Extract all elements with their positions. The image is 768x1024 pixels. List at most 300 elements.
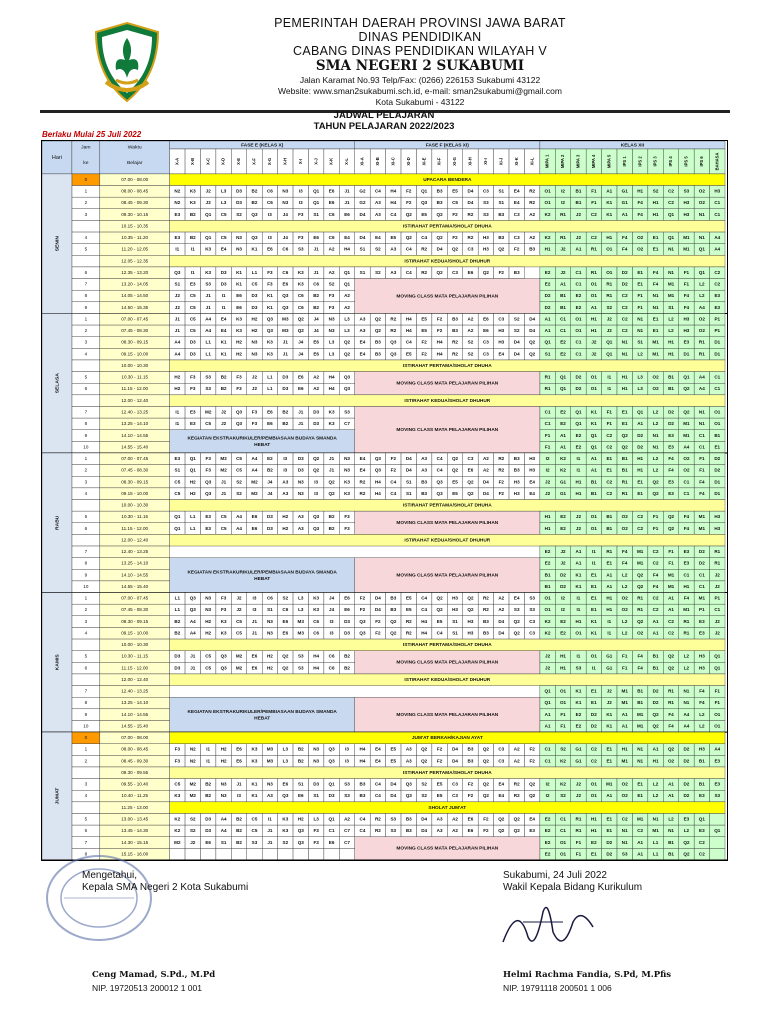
vice-principal-nip: NIP. 19791118 200501 1 006 [503,983,612,993]
xi-cell-text: F2 [436,758,443,764]
xii-cell-text: G1 [575,746,582,752]
xii-cell-text: H3 [683,316,690,322]
xii-cell-text: C1 [544,758,551,764]
xi-cell-text: Q2 [513,828,520,834]
xii-cell-text: F4 [668,723,674,729]
xi-cell-text: Q2 [482,781,489,787]
x-cell-text: N3 [313,758,320,764]
xii-cell-text: E3 [699,828,705,834]
xii-cell-text: J2 [560,246,566,252]
xi-cell-text: Q2 [529,781,536,787]
xii-cell-text: K1 [590,409,597,415]
x-cell-text: D3 [282,374,289,380]
x-cell-text: M2 [235,665,243,671]
x-cell-text: K3 [328,409,335,415]
xii-cell-text: K1 [575,583,582,589]
xii-cell-text: F1 [683,281,690,287]
xi-cell-text: C3 [482,339,489,345]
xi-cell-text: E6 [483,328,489,334]
x-cell-text: Q3 [189,595,196,601]
xi-cell-text: S3 [529,607,535,613]
xii-cell-text: O2 [621,595,628,601]
xii-cell-text: L2 [699,293,705,299]
xi-cell-text: S3 [483,200,489,206]
x-cell-text: D3 [236,188,242,194]
xii-cell-text: G1 [559,490,567,496]
x-cell-text: K3 [189,200,196,206]
xii-cell-text: B1 [621,467,628,473]
xi-cell-text: Q3 [390,351,397,357]
xii-cell-text: E3 [714,781,721,787]
xii-cell-text: L2 [652,456,659,462]
xii-cell-text: J2 [714,630,720,636]
x-cell-text: Q3 [174,269,181,275]
x-cell [216,848,231,860]
xii-cell-text: E1 [591,688,597,694]
time-label: 09.15 - 10.00 [121,630,149,636]
xii-cell-text: I1 [576,607,581,613]
xii-cell-text: L2 [699,281,705,287]
xii-cell-text: K2 [560,456,566,462]
jam-label: 0 [84,735,88,741]
xi-cell-text: S1 [405,490,412,496]
xii-cell-text: E2 [575,304,582,310]
xii-cell-text: F4 [622,235,628,241]
xi-cell-text: A2 [467,328,474,334]
xi-cell-text: R2 [405,630,412,636]
xii-cell-text: F1 [591,188,597,194]
xii-cell-text: F4 [668,467,674,473]
x-cell-text: N3 [297,490,304,496]
xi-cell-text: D4 [436,246,443,252]
x-cell [170,848,185,860]
x-cell-text: S3 [344,793,350,799]
x-cell-text: B2 [282,409,289,415]
jam-label: 9 [84,711,88,717]
xii-cell-text: M1 [621,688,628,694]
xii-cell-text: O1 [590,281,597,287]
jam-label: 3 [84,479,88,485]
xii-cell-text: L2 [668,816,674,822]
jam-label: 4 [84,235,88,241]
x-cell-text: E6 [313,235,319,241]
xii-cell-text: A4 [714,246,721,252]
xi-cell-text: D4 [467,188,474,194]
xi-cell-text: D4 [529,316,536,322]
x-cell [339,848,354,860]
xi-cell-text: E4 [529,490,535,496]
xii-cell-text: E2 [560,630,566,636]
x-cell-text: Q3 [205,479,212,485]
x-cell-text: K1 [266,293,273,299]
xii-cell-text: B1 [652,653,659,659]
xii-cell-text: Q1 [714,653,721,659]
xi-cell-text: C4 [390,479,397,485]
address-line: Jalan Karamat No.93 Telp/Fax: (0266) 226153 Sukabumi 43122 [299,75,541,85]
x-cell-text: S2 [189,816,196,822]
time-label: 07.00 - 07.45 [121,595,149,601]
xi-cell-text: E4 [375,758,381,764]
xi-cell-text: Q2 [498,816,505,822]
x-cell-text: J4 [298,351,304,357]
time-label: 13.25 - 14.10 [121,560,149,566]
time-label: 07.00 - 08.00 [121,735,149,741]
xii-cell [710,813,725,825]
jam-cell [72,500,100,512]
header-class-label: XI-C [390,157,396,166]
xi-cell-text: D4 [482,490,489,496]
header-class-label: X-B [189,157,195,166]
xii-cell-text: D2 [652,700,659,706]
jam-label: 3 [84,339,88,345]
xii-cell-text: E1 [591,700,597,706]
xii-cell-text: B1 [590,479,597,485]
x-cell-text: J1 [221,479,227,485]
xii-cell-text: J2 [714,618,720,624]
xii-cell-text: C1 [714,386,721,392]
xii-cell-text: O1 [544,200,551,206]
xi-cell-text: R2 [421,246,428,252]
xii-cell-text: E1 [591,595,597,601]
time-label: 11.15 - 12.00 [121,525,149,531]
x-cell-text: M2 [235,653,243,659]
xi-cell-text: Q2 [390,630,397,636]
x-cell-text: Q3 [189,607,196,613]
xii-cell-text: H1 [637,456,644,462]
xii-cell-text: F1 [637,304,643,310]
x-cell-text: E4 [220,316,227,322]
xi-cell-text: R2 [374,828,381,834]
xi-cell-text: R2 [513,781,520,787]
x-cell-text: Q3 [235,421,243,427]
x-cell-text: E4 [220,328,227,334]
xi-cell-text: A2 [498,607,505,613]
banner-label: JUM'AT BERKAH/KAJIAN AYAT [411,736,483,742]
xii-cell-text: O2 [698,200,705,206]
x-cell-text: J2 [174,293,180,299]
xii-cell-text: Q2 [667,746,675,752]
xi-cell-text: C4 [359,828,366,834]
x-cell-text: D3 [251,293,258,299]
xi-cell-text: A2 [513,758,520,764]
xi-cell-text: E6 [467,816,474,822]
x-cell-text: B2 [344,665,350,671]
xi-cell-text: Q3 [390,339,397,345]
xii-cell-text: O1 [559,839,567,845]
xii-cell-text: A1 [575,560,582,566]
xi-cell-text: C4 [421,607,428,613]
x-cell-text: A2 [313,386,320,392]
x-cell-text: S3 [251,839,258,845]
moving-class-label: MOVING CLASS MATA PELAJARAN PILIHAN [396,381,499,387]
xi-cell-text: D4 [467,200,474,206]
xi-cell-text: F2 [529,758,535,764]
xi-cell-text: F2 [467,781,474,787]
x-cell-text: Q2 [313,456,320,462]
xi-cell-text: Q2 [482,269,489,275]
xi-cell-text: D4 [374,607,381,613]
xi-cell-text: B3 [513,467,520,473]
xi-cell-text: B3 [374,351,381,357]
x-cell-text: B2 [328,525,335,531]
x-cell-text: S3 [205,281,211,287]
time-label: 14.55 - 15.40 [121,583,149,589]
xii-cell-text: J2 [606,328,612,334]
xii-cell-text: Q1 [590,444,597,450]
xii-cell-text: C1 [560,828,566,834]
x-cell-text: J4 [267,479,273,485]
x-cell-text: S2 [282,595,289,601]
x-cell-text: C6 [297,293,304,299]
x-cell-text: K3 [236,316,242,322]
xii-cell-text: E2 [544,828,551,834]
xii-cell-text: H3 [683,328,690,334]
xii-cell-text: M1 [698,525,706,531]
x-cell-text: C6 [282,246,289,252]
xi-cell-text: F2 [452,211,458,217]
xii-cell-text: O2 [652,386,659,392]
xi-cell-text: H4 [390,188,397,194]
xi-cell-text: S2 [513,328,520,334]
xii-cell-text: C1 [698,432,705,438]
jam-label: 8 [84,421,88,427]
xii-cell-text: E3 [714,304,721,310]
xi-cell-text: E5 [436,618,443,624]
xii-cell-text: B1 [698,758,705,764]
x-cell-text: D3 [266,525,273,531]
xii-cell-text: Q2 [637,618,644,624]
x-cell-text: C5 [236,630,242,636]
xi-cell-text: D4 [390,793,397,799]
x-cell-text: J1 [251,630,258,636]
x-cell-text: J2 [221,421,227,427]
x-cell-text: C5 [220,525,227,531]
x-cell-text: H2 [236,351,242,357]
xii-cell-text: F4 [699,479,705,485]
day-label: JUMAT [54,787,61,805]
xii-cell-text: H1 [621,386,628,392]
xii-cell-text: D2 [621,269,628,275]
xii-cell-text: Q2 [683,851,690,857]
x-cell-text: I1 [175,246,180,252]
xi-cell-text: B3 [390,607,397,613]
xii-cell-text: N1 [668,269,674,275]
xi-cell-text: Q2 [467,490,474,496]
xii-cell-text: H1 [637,188,644,194]
x-cell-text: C5 [220,211,227,217]
xi-cell-text: E5 [421,211,427,217]
x-cell-text: Q3 [297,828,304,834]
xi-cell-text: S2 [375,269,381,275]
x-cell-text: H2 [205,630,212,636]
time-label: 13.20 - 14.05 [121,281,149,287]
x-cell-text: I3 [298,200,303,206]
time-label: 13.25 - 14.10 [121,700,149,706]
xi-cell-text: R2 [390,328,397,334]
xii-cell-text: B1 [544,572,551,578]
x-cell-text: S3 [205,374,211,380]
xii-cell-text: B1 [621,456,628,462]
xi-cell-text: A2 [529,235,536,241]
xii-cell-text: M1 [652,339,659,345]
xii-cell-text: E1 [637,281,643,287]
xii-cell-text: I2 [561,607,565,613]
x-cell-text: E6 [236,746,242,752]
xii-cell-text: C2 [652,595,659,601]
vice-principal-title: Wakil Kepala Bidang Kurikulum [503,882,643,893]
time-label: 10.30 - 11.15 [121,514,149,520]
xii-cell-text: C2 [621,328,628,334]
xii-cell-text: M1 [636,711,644,717]
xii-cell-text: J2 [545,479,551,485]
x-cell-text: L1 [174,595,181,601]
xii-cell-text: D2 [668,409,674,415]
xi-cell-text: C3 [467,456,474,462]
xii-cell-text: F4 [699,700,705,706]
x-cell-text: I3 [283,467,288,473]
xi-cell-text: E6 [483,316,489,322]
xii-cell-text: C2 [621,304,628,310]
x-cell-text: J2 [190,839,196,845]
xii-cell-text: H1 [637,467,644,473]
time-label: 08.45 - 09.30 [121,758,149,764]
jam-label: 4 [84,793,88,799]
xii-cell-text: E2 [560,409,566,415]
x-cell-text: F3 [174,746,181,752]
xii-cell-text: O1 [590,386,597,392]
xii-cell-text: A4 [714,235,721,241]
x-cell-text: C5 [189,328,196,334]
xii-cell-text: L2 [683,665,690,671]
xii-cell-text: F4 [652,572,659,578]
xii-cell-text: N1 [683,688,690,694]
x-cell-text: E6 [236,293,242,299]
x-cell-text: E3 [205,525,211,531]
header-class-label: MIPA 4 [590,154,596,169]
x-cell-text: S3 [297,665,304,671]
xii-cell-text: D2 [637,444,644,450]
xi-cell-text: H3 [482,235,489,241]
x-cell-text: D3 [189,351,196,357]
xii-cell-text: K1 [606,711,613,717]
xi-cell-text: Q2 [467,595,474,601]
letterhead [0,8,768,112]
xi-cell-text: A3 [436,816,443,822]
x-cell-text: Q3 [282,304,289,310]
jam-cell [72,534,100,546]
xii-cell-text: D2 [544,293,551,299]
xi-cell-text: C3 [498,758,505,764]
xii-cell-text: I2 [561,188,565,194]
x-cell-text: S2 [236,490,242,496]
xii-cell-text: E2 [560,421,566,427]
x-cell-text: J1 [282,351,288,357]
x-cell-text: Q3 [205,490,212,496]
xii-cell-text: B1 [668,851,674,857]
xii-cell-text: A1 [606,572,613,578]
xii-cell-text: O1 [544,188,551,194]
xi-cell-text: A2 [529,211,536,217]
xii-cell-text: H1 [544,525,551,531]
xii-cell-text: L2 [652,467,659,473]
xii-cell-text: J2 [545,665,551,671]
xii-cell-text: O1 [590,793,597,799]
x-cell-text: E3 [189,421,196,427]
x-cell-text: C6 [328,235,335,241]
dept-line: DINAS PENDIDIKAN [358,30,482,44]
xi-cell-text: Q2 [498,246,505,252]
xii-cell-text: Q1 [714,828,721,834]
xii-cell-text: J2 [606,316,612,322]
xii-cell-text: R1 [590,269,597,275]
x-cell-text: C5 [236,467,242,473]
xii-cell-text: H1 [606,607,613,613]
x-cell-text: S2 [236,479,242,485]
xii-cell-text: E3 [668,479,674,485]
x-cell-text: A2 [344,304,350,310]
header-class-label: XI-D [405,157,411,166]
xi-cell-text: B3 [467,746,474,752]
x-cell-text: J1 [282,339,288,345]
place-date: Sukabumi, 24 Juli 2022 [503,870,607,881]
xii-cell-text: E3 [683,816,690,822]
xii-cell-text: C1 [560,816,566,822]
header-class-label: X-L [344,158,350,165]
principal-title: Kepala SMA Negeri 2 Kota Sukabumi [82,882,249,893]
x-cell-text: A4 [251,456,258,462]
xii-cell-text: E1 [591,583,597,589]
x-cell-text: E6 [236,758,242,764]
xii-cell-text: D2 [683,746,690,752]
xi-cell-text: E5 [405,595,412,601]
xi-cell-text: Q2 [390,618,397,624]
xii-cell-text: D2 [606,851,613,857]
xi-cell-text: F2 [375,618,381,624]
x-cell-text: L1 [251,269,258,275]
xii-cell-text: Q1 [606,339,613,345]
xii-cell-text: A1 [606,583,613,589]
xii-cell-text: F1 [606,421,612,427]
x-cell [262,848,277,860]
xii-cell-text: A4 [683,723,690,729]
xi-cell-text: Q2 [374,328,381,334]
xii-cell-text: O2 [683,467,690,473]
xii-cell-text: L2 [622,618,628,624]
xi-cell-text: H4 [374,479,381,485]
jam-label: 5 [84,514,88,520]
time-label: 11.20 - 12.05 [121,246,149,252]
header-ke-label: ke [83,160,89,167]
xii-cell-text: M1 [636,816,644,822]
xii-cell-text: B1 [668,386,674,392]
xii-cell-text: E3 [668,444,674,450]
xii-cell-text: D2 [714,467,721,473]
x-cell-text: J1 [344,188,350,194]
xii-cell-text: E1 [652,235,659,241]
x-cell-text: J4 [313,328,319,334]
xii-cell-text: S3 [575,665,582,671]
xii-cell-text: H1 [560,665,566,671]
xii-cell-text: R1 [621,479,628,485]
xii-cell-text: D1 [714,339,721,345]
xi-cell-text: R2 [452,339,458,345]
xi-cell-text: Q2 [482,793,489,799]
xii-cell-text: J2 [575,211,581,217]
xi-cell-text: H4 [405,328,412,334]
xii-cell-text: A1 [621,711,628,717]
xii-cell-text: A1 [590,467,597,473]
xii-cell-text: H1 [575,490,582,496]
